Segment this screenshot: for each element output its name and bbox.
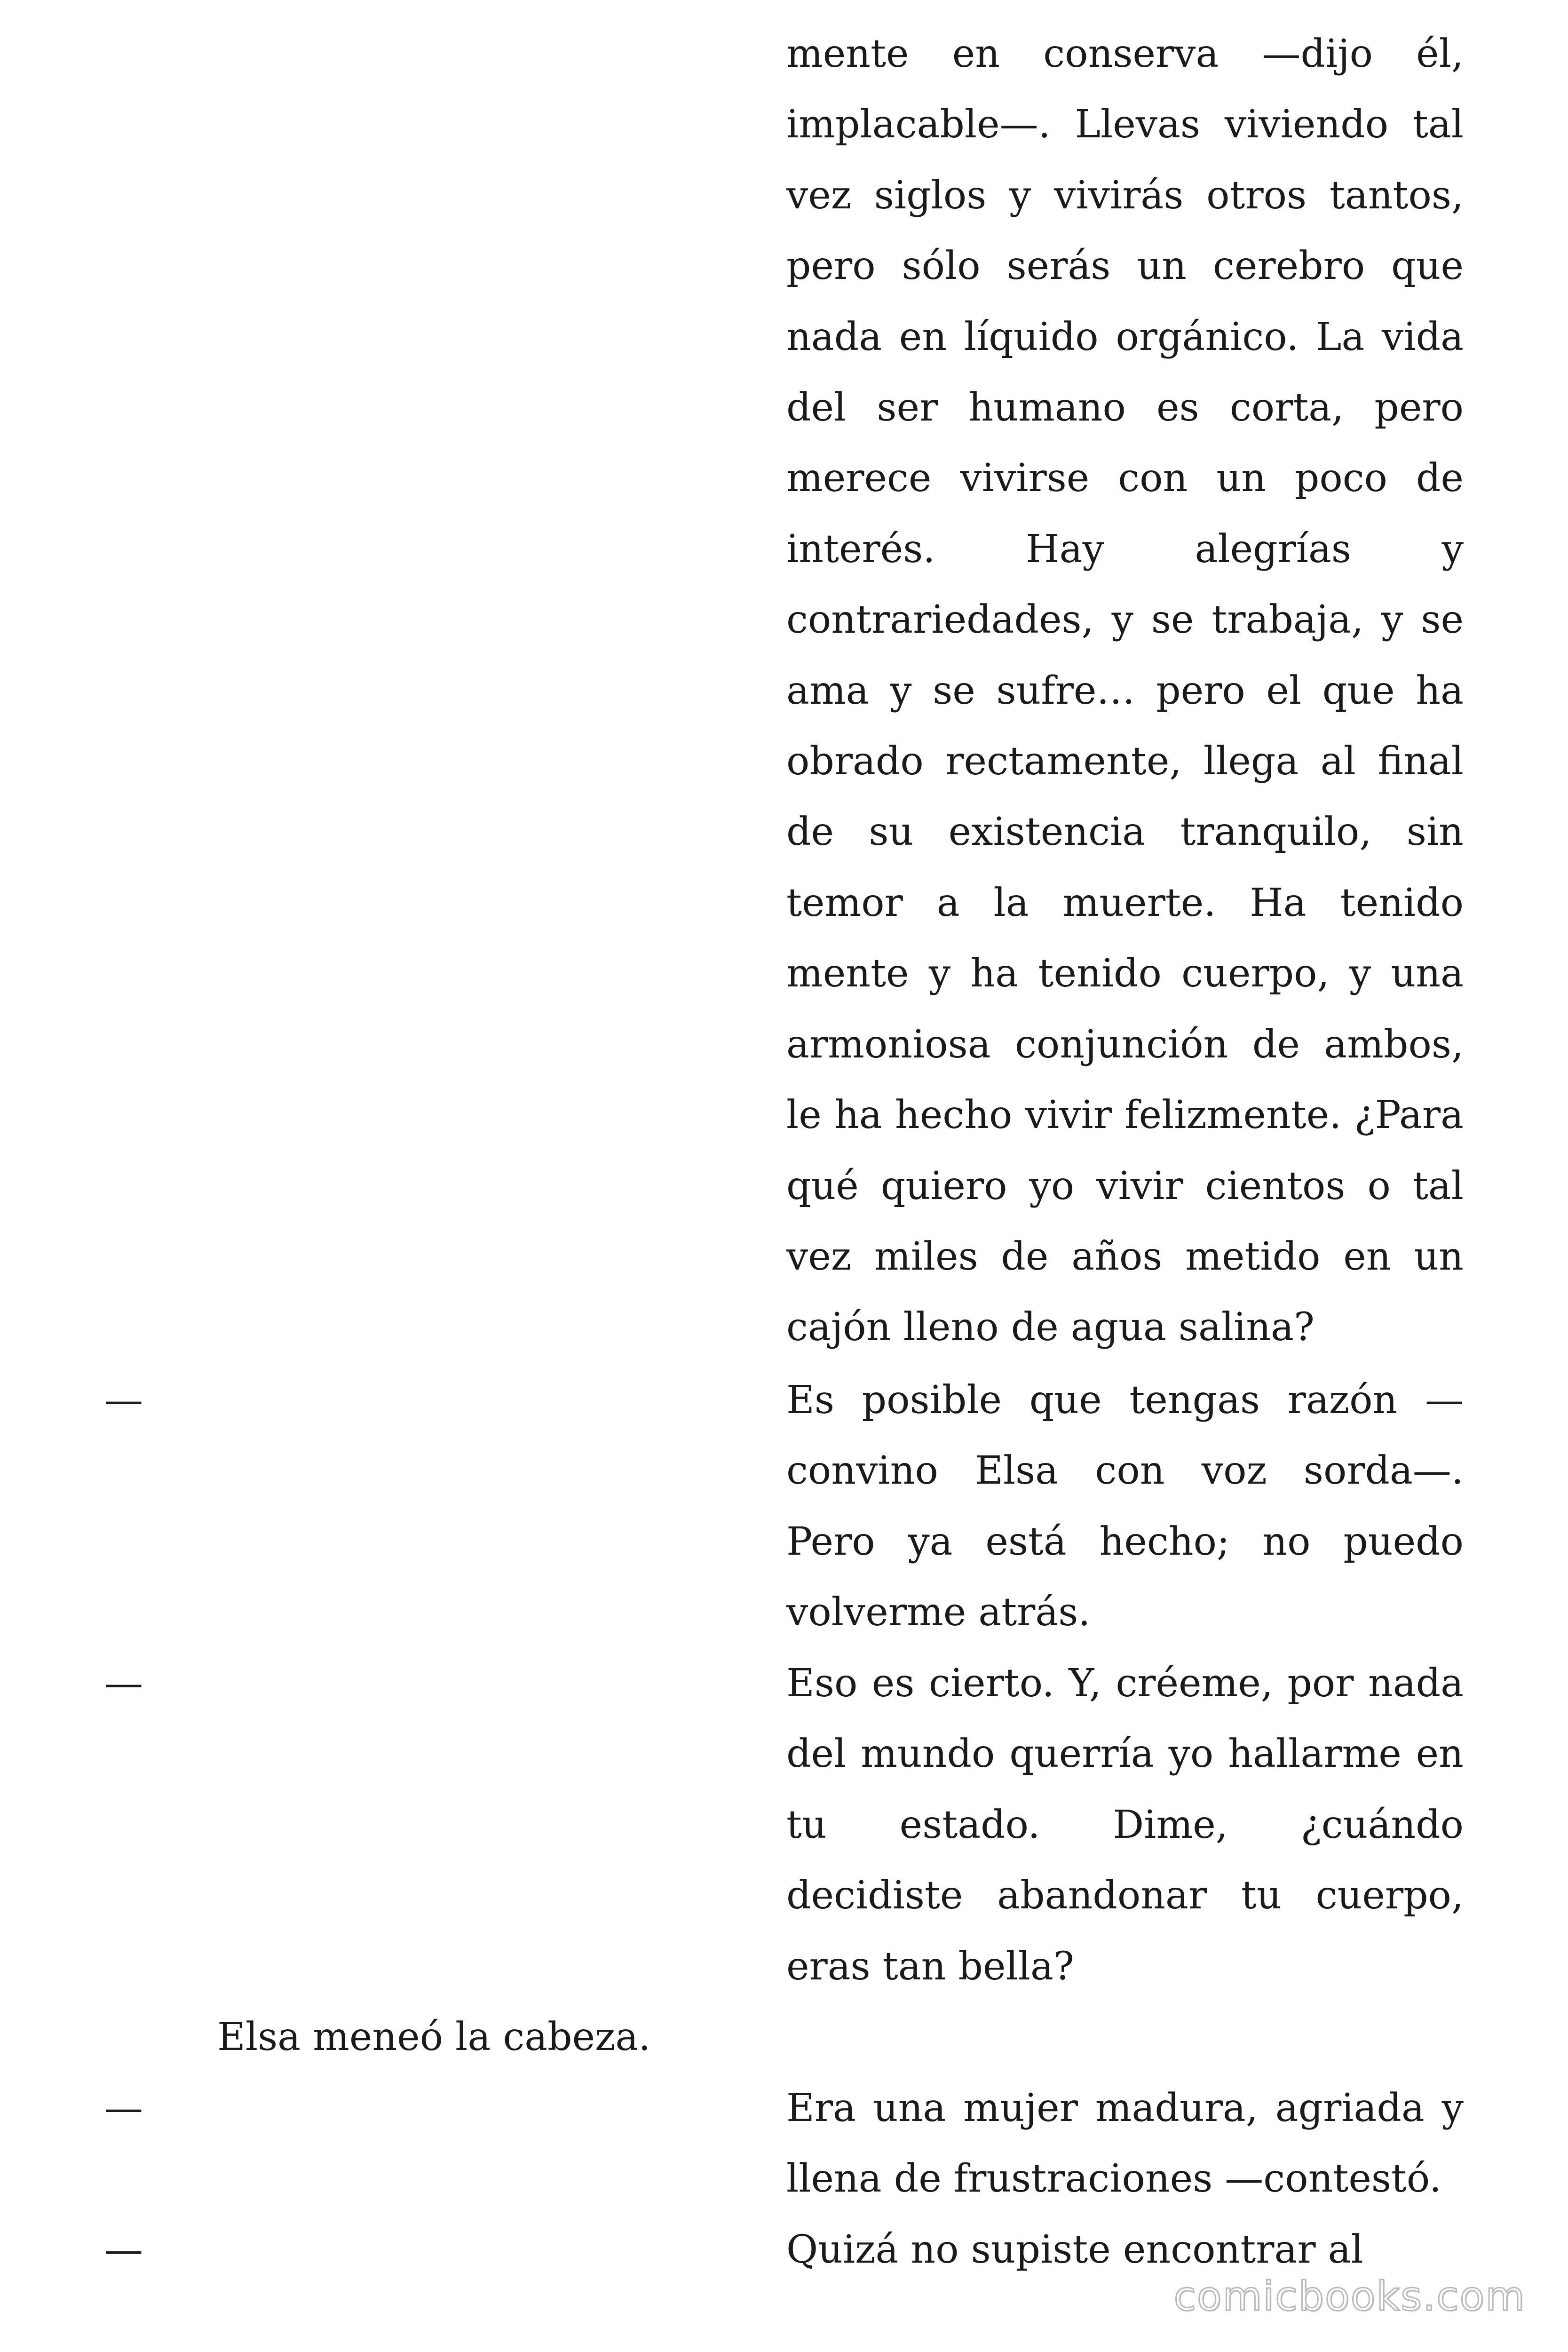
watermark: comicbooks.com bbox=[1173, 2273, 1526, 2320]
dialogue-dash-3: — bbox=[104, 1661, 143, 1706]
paragraph-3: Eso es cierto. Y, créeme, por nada del mundo querría yo hallarme en tu estado. Dime, ¿cuándo decidiste abandonar tu cuerpo, eras tan bella? bbox=[786, 1661, 1464, 1989]
paragraph-5: Quizá no supiste encontrar al bbox=[786, 2227, 1363, 2272]
paragraph-2: Es posible que tengas razón —convino Elsa con voz sorda—. Pero ya está hecho; no puedo volverme atrás. bbox=[786, 1378, 1464, 1635]
paragraph-1: mente en conserva —dijo él, implacable—. Llevas viviendo tal vez siglos y vivirás otros tantos, pero sólo serás un cerebro que nada en líquido orgánico. La vida del ser humano es corta, pero merece vivirse con un poco de interés. Hay alegrías y contrariedades, y se trabaja, y se ama y se sufre… pero el que ha obrado rectamente, llega al final de su existencia tranquilo, sin temor a la muerte. Ha tenido mente y ha tenido cuerpo, y una armoniosa conjunción de ambos, le ha hecho vivir felizmente. ¿Para qué quiero yo vivir cientos o tal vez miles de años metido en un cajón lleno de agua salina? bbox=[786, 32, 1464, 1350]
dialogue-dash-2: — bbox=[104, 1378, 143, 1422]
dialogue-dash-4: — bbox=[104, 2086, 143, 2130]
paragraph-4: Era una mujer madura, agriada y llena de frustraciones —contestó. bbox=[786, 2086, 1464, 2201]
dialogue-dash-5: — bbox=[104, 2227, 143, 2272]
narration-line: Elsa meneó la cabeza. bbox=[217, 2015, 651, 2059]
